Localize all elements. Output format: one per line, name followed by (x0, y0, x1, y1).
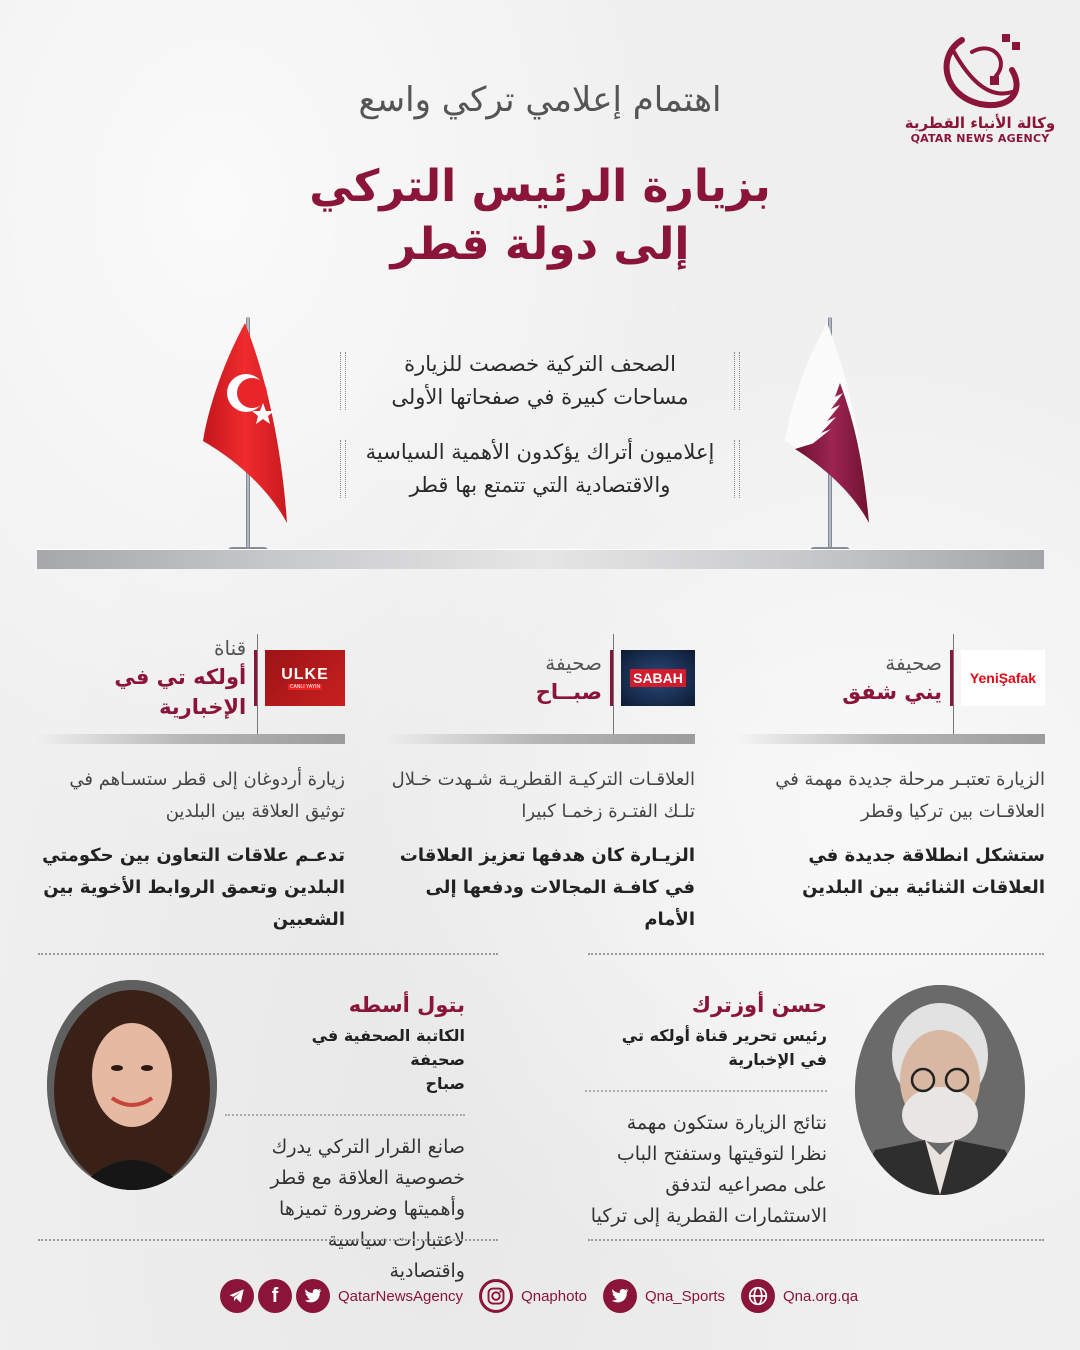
column-divider (35, 734, 345, 744)
media-point: ستشكل انطلاقة جديدة في العلاقات الثنائية بين البلدين (802, 845, 1045, 898)
brand-name-arabic: وكالة الأنباء القطرية (904, 114, 1056, 132)
qna-logo (900, 30, 1060, 160)
media-point: الزيـارة كان هدفها تعزيز العلاقات في كافـة المجالات ودفعها إلى الأمام (399, 845, 695, 930)
quote-role: رئيس تحرير قناة أولكه تي في الإخبارية (621, 1026, 827, 1069)
quote-author: حسن أوزترك (691, 993, 827, 1017)
headline-kicker: اهتمام إعلامي تركي واسع (358, 80, 722, 120)
dotted-divider (38, 953, 498, 955)
media-name: أولكه تي في الإخبارية (114, 665, 247, 719)
media-column-sabah (385, 636, 695, 948)
media-type: صحيفة (885, 651, 942, 675)
ulke-tv-logo: ULKE CANLI YAYIN (265, 650, 345, 706)
qna-emblem-icon (932, 30, 1028, 112)
dotted-divider (588, 953, 1044, 955)
highlight-item: الصحف التركية خصصت للزيارة مساحات كبيرة في صفحاتها الأولى (340, 348, 740, 414)
flag-shelf (37, 549, 1044, 569)
highlights (340, 348, 740, 524)
quote-text: نتائج الزيارة ستكون مهمة نظرا لتوقيتها وستفتح الباب على مصراعيه لتدفق الاستثمارات القطرية إلى تركيا (590, 1112, 827, 1227)
dotted-divider (38, 1239, 498, 1241)
yeni-safak-logo: YeniŞafak (961, 650, 1045, 706)
quote-betul-aste (255, 990, 465, 1287)
twitter-icon[interactable] (603, 1279, 637, 1313)
brand-name-english: QATAR NEWS AGENCY (910, 132, 1050, 145)
quote-author: بتول أسطه (348, 993, 465, 1017)
turkey-flag-icon (201, 323, 291, 533)
facebook-icon[interactable]: f (258, 1279, 292, 1313)
footer-account-label[interactable]: Qnaphoto (521, 1287, 587, 1305)
avatar-betul-aste (47, 980, 217, 1190)
twitter-icon[interactable] (296, 1279, 330, 1313)
media-column-ulke-tv (35, 636, 345, 948)
portrait-man-icon (855, 985, 1025, 1195)
sabah-logo: SABAH (621, 650, 695, 706)
media-point: العلاقـات التركيـة القطريـة شـهدت خـلال تلـك الفتـرة زخمـا كبيرا (391, 769, 695, 822)
title-line-2: إلى دولة قطر (390, 219, 690, 270)
media-column-yeni-safak (735, 636, 1045, 916)
avatar-hasan-ozturk (855, 985, 1025, 1195)
headline-title (250, 158, 830, 274)
media-name: صبــاح (535, 680, 602, 704)
title-line-1: بزيارة الرئيس التركي (309, 161, 771, 212)
qatar-flag (775, 305, 885, 555)
media-name: يني شفق (842, 680, 942, 704)
qatar-flag-icon (785, 323, 875, 533)
media-type: صحيفة (545, 651, 602, 675)
footer-account-label[interactable]: Qna_Sports (644, 1287, 725, 1305)
footer-account-label[interactable]: QatarNewsAgency (338, 1287, 464, 1305)
media-point: زيارة أردوغان إلى قطر ستسـاهم في توثيق العلاقة بين البلدين (69, 769, 345, 822)
column-divider (385, 734, 695, 744)
social-footer (220, 1278, 874, 1314)
quote-text: صانع القرار التركي يدرك خصوصية العلاقة مع قطر وأهميتها وضرورة تميزها لاعتبارات سياسية واقتصادية (270, 1136, 465, 1282)
media-point: تدعـم علاقات التعاون بين حكومتي البلدين وتعمق الروابط الأخوية بين الشعبين (42, 845, 345, 930)
media-type: قناة (214, 636, 247, 660)
dotted-divider (588, 1239, 1044, 1241)
media-point: الزيارة تعتبـر مرحلة جديدة مهمة في العلاقـات بين تركيا وقطر (775, 769, 1045, 822)
quote-hasan-ozturk (585, 990, 827, 1232)
globe-icon[interactable] (741, 1279, 775, 1313)
footer-account-label[interactable]: Qna.org.qa (783, 1287, 859, 1305)
instagram-icon[interactable] (479, 1279, 513, 1313)
telegram-icon[interactable] (220, 1279, 254, 1313)
highlight-item: إعلاميون أتراك يؤكدون الأهمية السياسية والاقتصادية التي تتمتع بها قطر (340, 436, 740, 502)
turkey-flag (193, 305, 303, 555)
column-divider (735, 734, 1045, 744)
quote-role: الكاتبة الصحفية في صحيفة صباح (311, 1026, 465, 1093)
portrait-woman-icon (47, 980, 217, 1190)
